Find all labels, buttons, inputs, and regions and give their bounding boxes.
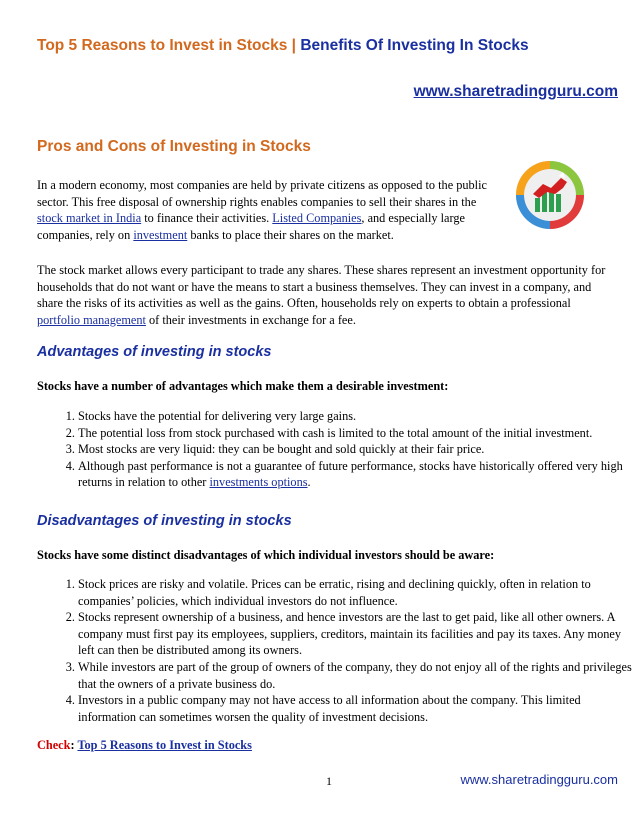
list-item: 1. Stocks have the potential for delivering very large gains. (78, 408, 638, 425)
list-item: 2. Stocks represent ownership of a business, and hence investors are the last to get paid, like all other owners. A company must first pay its employees, suppliers, creditors, maintain its facilities and pay its taxes. Any money left can then be distributed among its owners. (78, 609, 638, 659)
check-colon: : (70, 738, 75, 752)
paragraph-text: The stock market allows every participant to trade any shares. These shares represent an investment opportunity for households that do not want or have the means to start a business themselves. They can invest in a company, and share the risks of its activities as well as the gains. Often, households rely on experts to obtain a professional (37, 263, 606, 311)
list-item-text: . (307, 475, 311, 490)
check-label: Check (37, 738, 71, 752)
paragraph-text: , and especially large companies, rely on (37, 211, 465, 242)
link-portfolio-management[interactable]: portfolio management (37, 312, 146, 327)
header-site-link[interactable]: www.sharetradingguru.com (413, 83, 618, 100)
list-item: 2. The potential loss from stock purchased with cash is limited to the total amount of the initial investment. (78, 425, 638, 442)
paragraph-text: In a modern economy, most companies are held by private citizens as opposed to the public sector. This free disposal of ownership rights enables companies to sell their shares in the (37, 178, 487, 209)
paragraph-text: banks to place their shares on the market. (187, 227, 394, 242)
paragraph-text: of their investments in exchange for a fee. (145, 312, 356, 327)
page-number: 1 (326, 774, 332, 788)
list-item: 4. Investors in a public company may not have access to all information about the company. This limited information can sometimes worsen the quality of investment decisions. (78, 692, 638, 725)
footer-site-link[interactable]: www.sharetradingguru.com (460, 772, 618, 787)
paragraph-text: to finance their activities. (141, 211, 273, 226)
section-heading-disadvantages: Disadvantages of investing in stocks (37, 513, 292, 529)
page-header-title (37, 37, 529, 55)
bull-market-logo-icon (513, 158, 587, 232)
list-item: 1. Stock prices are risky and volatile. Prices can be erratic, rising and declining quickly, often in relation to companies’ policies, which individual investors do not influence. (78, 576, 638, 609)
link-investment[interactable]: investment (133, 227, 188, 242)
advantages-list (37, 408, 638, 491)
paragraph-stock-market (37, 262, 607, 328)
advantages-intro: Stocks have a number of advantages which make them a desirable investment: (37, 379, 449, 393)
section-heading-pros-cons: Pros and Cons of Investing in Stocks (37, 138, 311, 155)
link-listed-companies[interactable]: Listed Companies (272, 211, 362, 226)
paragraph-intro (37, 177, 499, 243)
header-title-part2: Benefits Of Investing In Stocks (300, 37, 529, 54)
list-item (78, 458, 638, 491)
list-item: 3. While investors are part of the group of owners of the company, they do not enjoy all of the rights and privileges that the owners of a private business do. (78, 659, 638, 692)
list-item-text: Although past performance is not a guarantee of future performance, stocks have historically offered very high returns in relation to other (78, 458, 623, 490)
section-heading-advantages: Advantages of investing in stocks (37, 344, 272, 360)
list-item: 3. Most stocks are very liquid: they can be bought and sold quickly at their fair price. (78, 441, 638, 458)
link-investments-options[interactable]: investments options (209, 475, 308, 490)
header-separator: | (291, 37, 297, 54)
link-stock-market-india[interactable]: stock market in India (37, 211, 142, 226)
link-top-5-reasons[interactable]: Top 5 Reasons to Invest in Stocks (77, 738, 252, 752)
disadvantages-intro: Stocks have some distinct disadvantages of which individual investors should be aware: (37, 548, 495, 562)
disadvantages-list (37, 576, 638, 725)
check-line (37, 738, 252, 753)
header-title-part1: Top 5 Reasons to Invest in Stocks (37, 37, 288, 54)
